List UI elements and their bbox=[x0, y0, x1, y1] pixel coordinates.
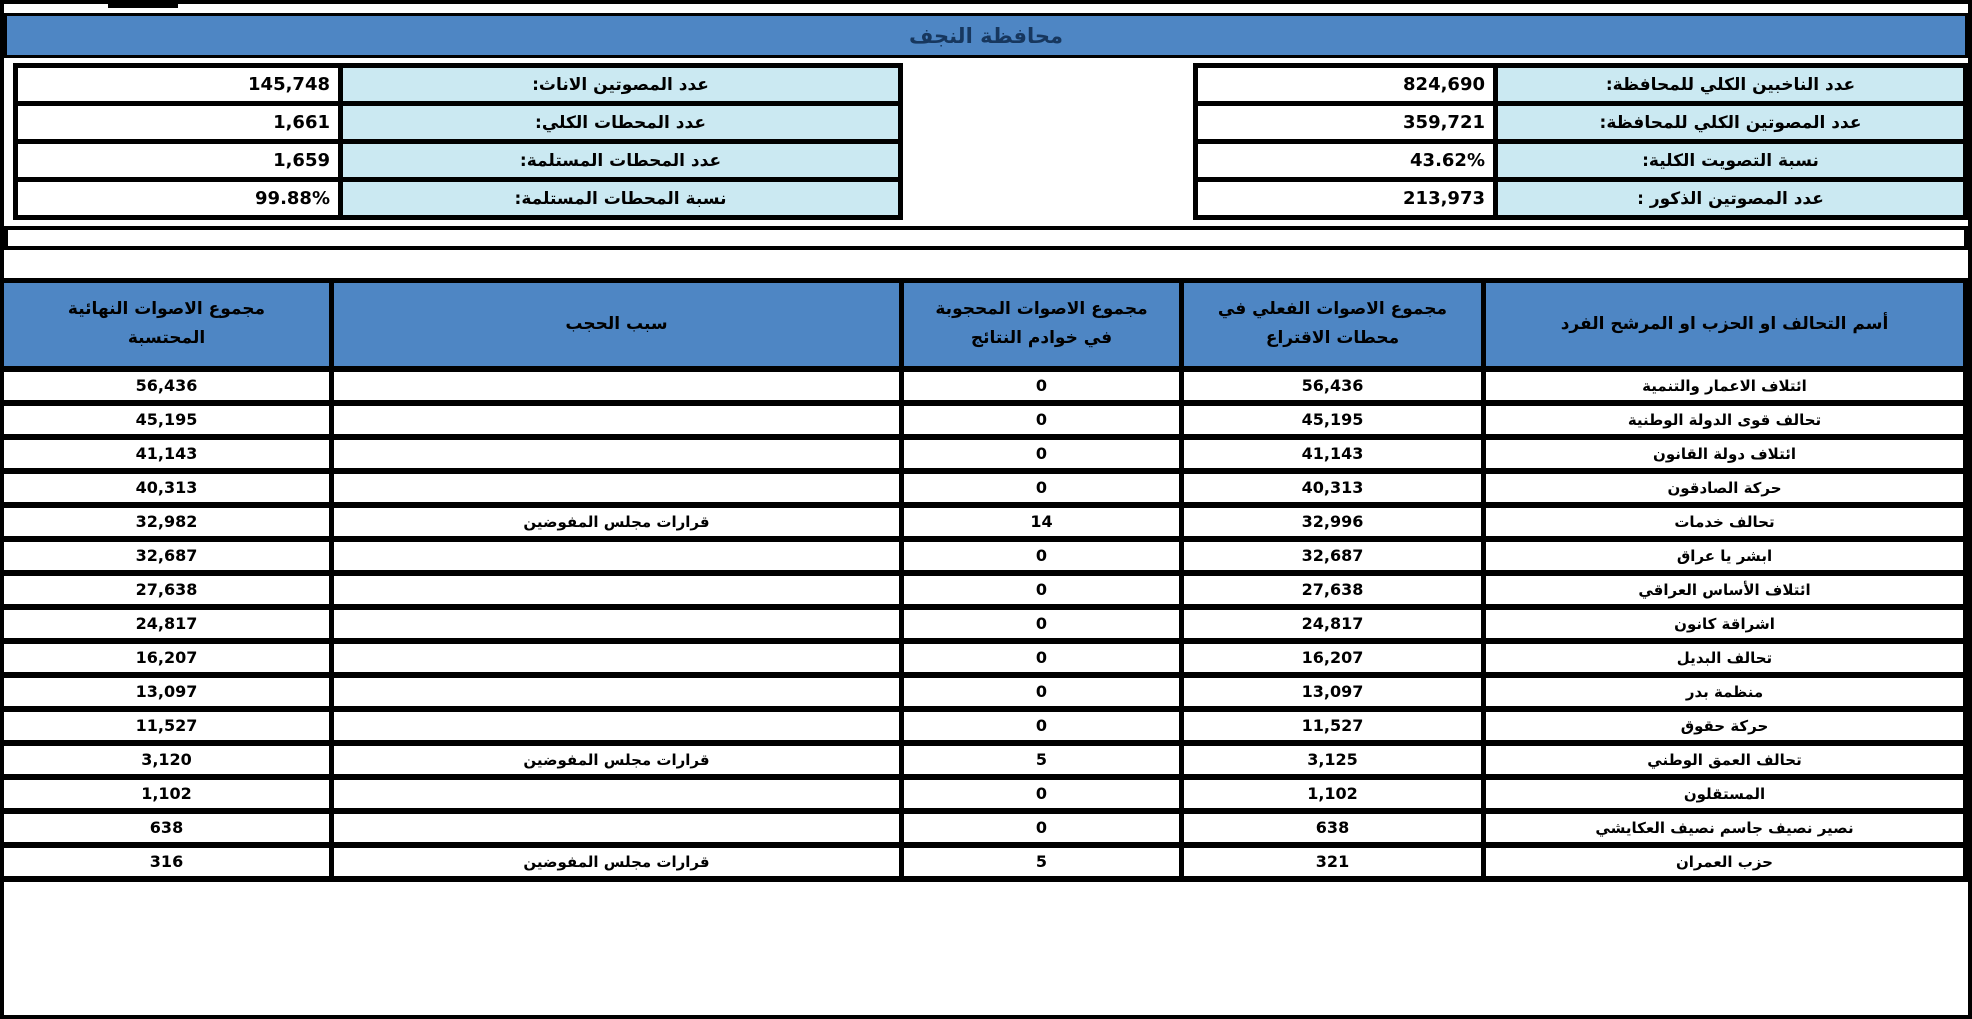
actual-votes-cell: 13,097 bbox=[1182, 675, 1484, 709]
withhold-reason-cell bbox=[332, 471, 902, 505]
stat-label-total-voters: عدد الناخبين الكلي للمحافظة: bbox=[1496, 66, 1966, 104]
actual-votes-cell: 11,527 bbox=[1182, 709, 1484, 743]
result-row bbox=[2, 539, 1966, 573]
stat-row-total-voted bbox=[1196, 104, 1966, 142]
entity-name-cell: حركة حقوق bbox=[1484, 709, 1966, 743]
withheld-votes-cell: 0 bbox=[902, 709, 1182, 743]
result-row bbox=[2, 709, 1966, 743]
withheld-votes-cell: 0 bbox=[902, 471, 1182, 505]
withhold-reason-cell bbox=[332, 539, 902, 573]
stats-table-right bbox=[1193, 63, 1968, 220]
stat-row-turnout bbox=[1196, 142, 1966, 180]
results-table-header bbox=[2, 281, 1966, 369]
entity-name-cell: منظمة بدر bbox=[1484, 675, 1966, 709]
col-header-withheld-votes: مجموع الاصوات المحجوبة في خوادم النتائج bbox=[902, 281, 1182, 369]
withhold-reason-cell bbox=[332, 369, 902, 403]
stat-value-total-stations: 1,661 bbox=[16, 104, 341, 142]
result-row bbox=[2, 743, 1966, 777]
withheld-votes-cell: 5 bbox=[902, 845, 1182, 879]
results-rows bbox=[2, 369, 1966, 879]
withheld-votes-cell: 0 bbox=[902, 403, 1182, 437]
withhold-reason-cell: قرارات مجلس المفوضين bbox=[332, 743, 902, 777]
withhold-reason-cell bbox=[332, 641, 902, 675]
col-header-final-votes: مجموع الاصوات النهائية المحتسبة bbox=[2, 281, 332, 369]
stat-value-received-stations-pct: 99.88% bbox=[16, 180, 341, 218]
withheld-votes-cell: 0 bbox=[902, 777, 1182, 811]
stat-value-turnout: 43.62% bbox=[1196, 142, 1496, 180]
entity-name-cell: تحالف العمق الوطني bbox=[1484, 743, 1966, 777]
stat-value-received-stations: 1,659 bbox=[16, 142, 341, 180]
withheld-votes-cell: 0 bbox=[902, 607, 1182, 641]
stat-label-received-stations-pct: نسبة المحطات المستلمة: bbox=[341, 180, 901, 218]
stats-table-left bbox=[13, 63, 903, 220]
entity-name-cell: حزب العمران bbox=[1484, 845, 1966, 879]
summary-stats-section bbox=[4, 63, 1968, 220]
stat-row-female-voters bbox=[16, 66, 901, 104]
result-row bbox=[2, 845, 1966, 879]
final-votes-cell: 41,143 bbox=[2, 437, 332, 471]
withheld-votes-cell: 5 bbox=[902, 743, 1182, 777]
final-votes-cell: 638 bbox=[2, 811, 332, 845]
withhold-reason-cell bbox=[332, 777, 902, 811]
bottom-empty-row bbox=[4, 882, 1968, 1016]
stat-label-female-voters: عدد المصوتين الاناث: bbox=[341, 66, 901, 104]
section-gap bbox=[4, 250, 1968, 278]
withheld-votes-cell: 0 bbox=[902, 675, 1182, 709]
withhold-reason-cell bbox=[332, 709, 902, 743]
entity-name-cell: نصير نصيف جاسم نصيف العكايشي bbox=[1484, 811, 1966, 845]
result-row bbox=[2, 403, 1966, 437]
final-votes-cell: 27,638 bbox=[2, 573, 332, 607]
stat-row-male-voters bbox=[1196, 180, 1966, 218]
final-votes-cell: 56,436 bbox=[2, 369, 332, 403]
entity-name-cell: تحالف قوى الدولة الوطنية bbox=[1484, 403, 1966, 437]
actual-votes-cell: 1,102 bbox=[1182, 777, 1484, 811]
stat-row-received-stations-pct bbox=[16, 180, 901, 218]
actual-votes-cell: 45,195 bbox=[1182, 403, 1484, 437]
actual-votes-cell: 3,125 bbox=[1182, 743, 1484, 777]
final-votes-cell: 3,120 bbox=[2, 743, 332, 777]
final-votes-cell: 11,527 bbox=[2, 709, 332, 743]
withheld-votes-cell: 0 bbox=[902, 437, 1182, 471]
stat-label-male-voters: عدد المصوتين الذكور : bbox=[1496, 180, 1966, 218]
result-row bbox=[2, 437, 1966, 471]
entity-name-cell: ائتلاف الأساس العراقي bbox=[1484, 573, 1966, 607]
stat-value-total-voters: 824,690 bbox=[1196, 66, 1496, 104]
stat-row-total-stations bbox=[16, 104, 901, 142]
withheld-votes-cell: 0 bbox=[902, 573, 1182, 607]
header-row bbox=[2, 281, 1966, 369]
entity-name-cell: تحالف خدمات bbox=[1484, 505, 1966, 539]
stat-value-female-voters: 145,748 bbox=[16, 66, 341, 104]
actual-votes-cell: 56,436 bbox=[1182, 369, 1484, 403]
result-row bbox=[2, 607, 1966, 641]
result-row bbox=[2, 675, 1966, 709]
actual-votes-cell: 638 bbox=[1182, 811, 1484, 845]
entity-name-cell: ائتلاف دولة القانون bbox=[1484, 437, 1966, 471]
governorate-title-bar bbox=[4, 13, 1968, 58]
withhold-reason-cell bbox=[332, 573, 902, 607]
withhold-reason-cell: قرارات مجلس المفوضين bbox=[332, 505, 902, 539]
final-votes-cell: 16,207 bbox=[2, 641, 332, 675]
withhold-reason-cell bbox=[332, 675, 902, 709]
stat-label-received-stations: عدد المحطات المستلمة: bbox=[341, 142, 901, 180]
top-edge-artifact bbox=[108, 4, 178, 8]
entity-name-cell: اشراقة كانون bbox=[1484, 607, 1966, 641]
actual-votes-cell: 27,638 bbox=[1182, 573, 1484, 607]
entity-name-cell: ائتلاف الاعمار والتنمية bbox=[1484, 369, 1966, 403]
final-votes-cell: 13,097 bbox=[2, 675, 332, 709]
result-row bbox=[2, 505, 1966, 539]
entity-name-cell: ابشر يا عراق bbox=[1484, 539, 1966, 573]
actual-votes-cell: 32,996 bbox=[1182, 505, 1484, 539]
result-row bbox=[2, 471, 1966, 505]
withheld-votes-cell: 0 bbox=[902, 641, 1182, 675]
entity-name-cell: تحالف البديل bbox=[1484, 641, 1966, 675]
results-table bbox=[0, 278, 1968, 882]
actual-votes-cell: 24,817 bbox=[1182, 607, 1484, 641]
stat-value-total-voted: 359,721 bbox=[1196, 104, 1496, 142]
stat-label-total-voted: عدد المصوتين الكلي للمحافظة: bbox=[1496, 104, 1966, 142]
actual-votes-cell: 321 bbox=[1182, 845, 1484, 879]
result-row bbox=[2, 641, 1966, 675]
top-edge-strip bbox=[4, 4, 1968, 13]
final-votes-cell: 40,313 bbox=[2, 471, 332, 505]
stat-row-received-stations bbox=[16, 142, 901, 180]
withheld-votes-cell: 0 bbox=[902, 811, 1182, 845]
result-row bbox=[2, 369, 1966, 403]
entity-name-cell: المستقلون bbox=[1484, 777, 1966, 811]
withhold-reason-cell bbox=[332, 403, 902, 437]
result-row bbox=[2, 811, 1966, 845]
actual-votes-cell: 40,313 bbox=[1182, 471, 1484, 505]
stat-value-male-voters: 213,973 bbox=[1196, 180, 1496, 218]
withhold-reason-cell bbox=[332, 607, 902, 641]
withhold-reason-cell bbox=[332, 437, 902, 471]
final-votes-cell: 1,102 bbox=[2, 777, 332, 811]
col-header-withhold-reason: سبب الحجب bbox=[332, 281, 902, 369]
col-header-entity-name: أسم التحالف او الحزب او المرشح الفرد bbox=[1484, 281, 1966, 369]
final-votes-cell: 32,687 bbox=[2, 539, 332, 573]
withhold-reason-cell: قرارات مجلس المفوضين bbox=[332, 845, 902, 879]
actual-votes-cell: 32,687 bbox=[1182, 539, 1484, 573]
stat-label-total-stations: عدد المحطات الكلي: bbox=[341, 104, 901, 142]
withhold-reason-cell bbox=[332, 811, 902, 845]
final-votes-cell: 32,982 bbox=[2, 505, 332, 539]
withheld-votes-cell: 0 bbox=[902, 539, 1182, 573]
withheld-votes-cell: 0 bbox=[902, 369, 1182, 403]
stat-label-turnout: نسبة التصويت الكلية: bbox=[1496, 142, 1966, 180]
final-votes-cell: 45,195 bbox=[2, 403, 332, 437]
final-votes-cell: 316 bbox=[2, 845, 332, 879]
withheld-votes-cell: 14 bbox=[902, 505, 1182, 539]
col-header-actual-votes: مجموع الاصوات الفعلي في محطات الاقتراع bbox=[1182, 281, 1484, 369]
result-row bbox=[2, 573, 1966, 607]
empty-separator-row bbox=[4, 226, 1968, 250]
actual-votes-cell: 41,143 bbox=[1182, 437, 1484, 471]
governorate-title: محافظة النجف bbox=[908, 23, 1064, 48]
stat-row-total-voters bbox=[1196, 66, 1966, 104]
actual-votes-cell: 16,207 bbox=[1182, 641, 1484, 675]
entity-name-cell: حركة الصادقون bbox=[1484, 471, 1966, 505]
final-votes-cell: 24,817 bbox=[2, 607, 332, 641]
result-row bbox=[2, 777, 1966, 811]
